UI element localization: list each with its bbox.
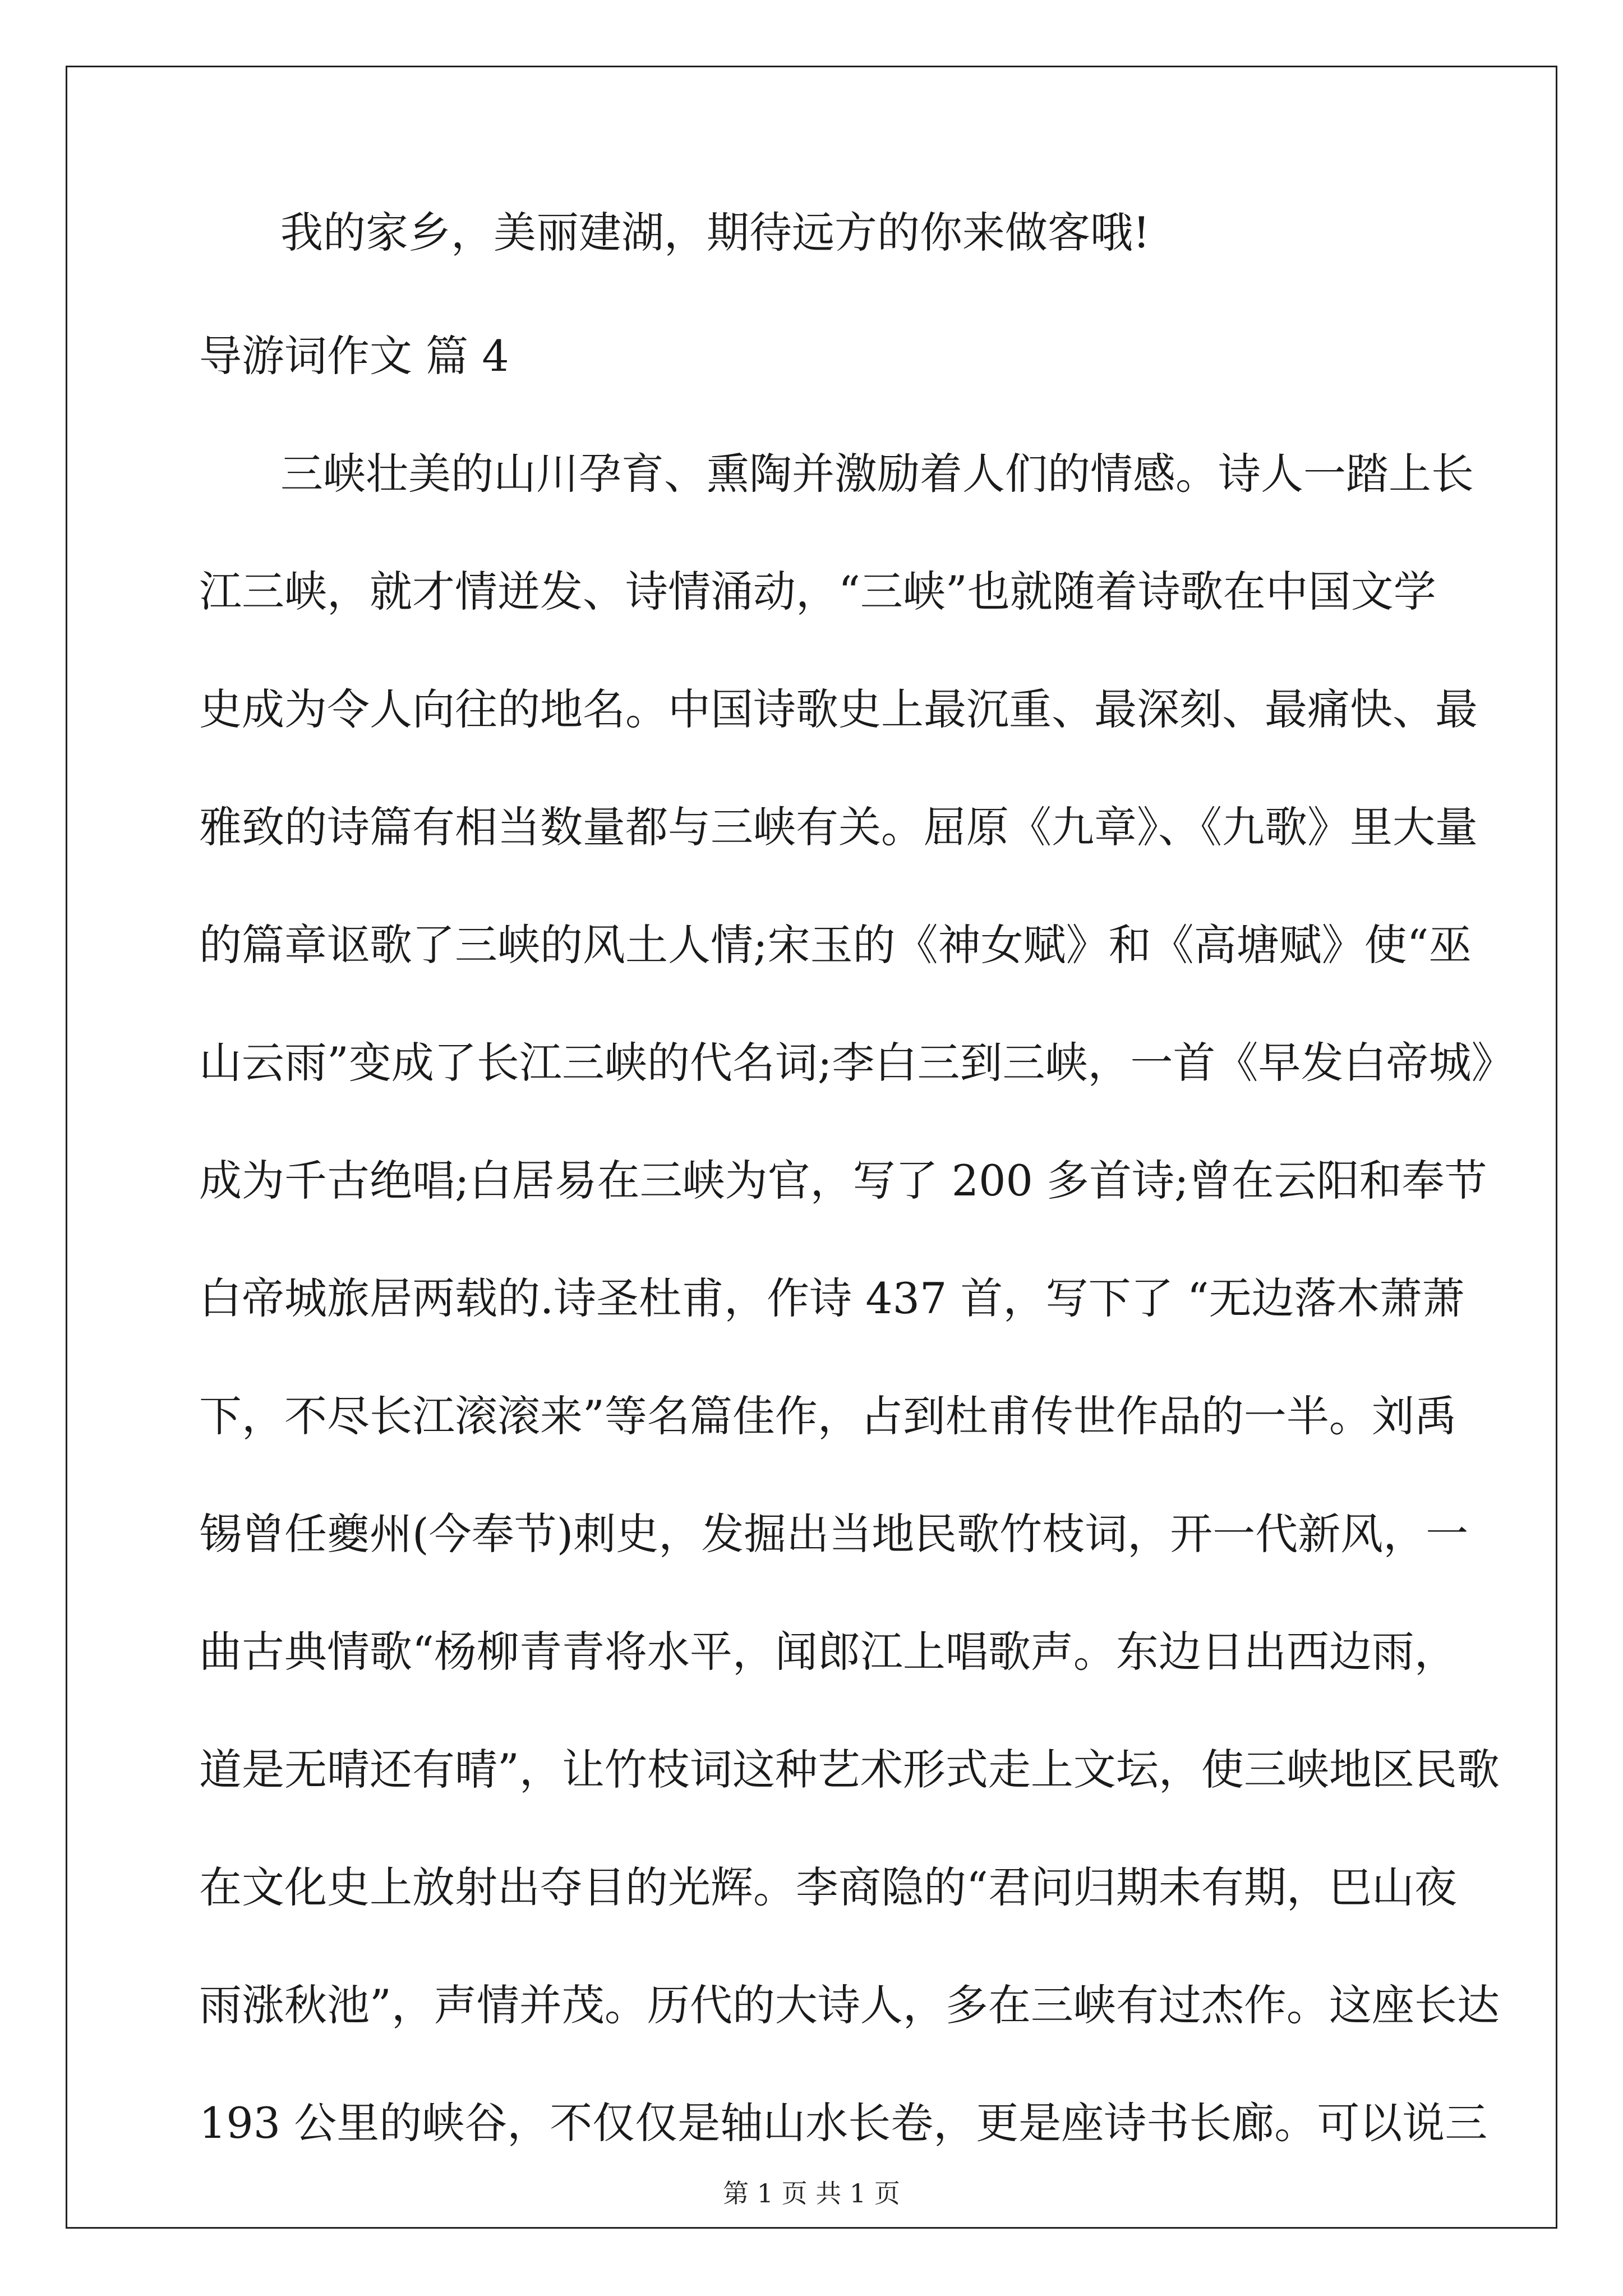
closing-line: 我的家乡，美丽建湖，期待远方的你来做客哦!	[280, 208, 1150, 257]
paragraph-line: 山云雨”变成了长江三峡的代名词;李白三到三峡，一首《早发白帝城》	[199, 1038, 1514, 1088]
paragraph-line: 道是无晴还有晴”，让竹枝词这种艺术形式走上文坛，使三峡地区民歌	[199, 1745, 1500, 1795]
paragraph-line: 三峡壮美的山川孕育、熏陶并激励着人们的情感。诗人一踏上长	[280, 449, 1474, 499]
section-heading: 导游词作文 篇 4	[199, 331, 509, 381]
paragraph-line: 雅致的诗篇有相当数量都与三峡有关。屈原《九章》、《九歌》里大量	[199, 802, 1478, 852]
paragraph-line: 白帝城旅居两载的.诗圣杜甫，作诗 437 首，写下了 “无边落木萧萧	[199, 1273, 1465, 1323]
paragraph-line: 锡曾任夔州(今奉节)刺史，发掘出当地民歌竹枝词，开一代新风，一	[199, 1509, 1469, 1559]
paragraph-line: 雨涨秋池”，声情并茂。历代的大诗人，多在三峡有过杰作。这座长达	[199, 1980, 1500, 2030]
paragraph-line: 江三峡，就才情迸发、诗情涌动，“三峡”也就随着诗歌在中国文学	[199, 567, 1436, 616]
paragraph-line: 成为千古绝唱;白居易在三峡为官，写了 200 多首诗;曾在云阳和奉节	[199, 1156, 1487, 1205]
paragraph-line: 193 公里的峡谷，不仅仅是轴山水长卷，更是座诗书长廊。可以说三	[199, 2098, 1488, 2148]
paragraph-line: 在文化史上放射出夺目的光辉。李商隐的“君问归期未有期，巴山夜	[199, 1862, 1457, 1912]
paragraph-line: 史成为令人向往的地名。中国诗歌史上最沉重、最深刻、最痛快、最	[199, 684, 1478, 734]
paragraph-line: 的篇章讴歌了三峡的风土人情;宋玉的《神女赋》和《高塘赋》使“巫	[199, 920, 1472, 970]
paragraph-line: 下，不尽长江滚滚来”等名篇佳作，占到杜甫传世作品的一半。刘禹	[199, 1391, 1457, 1441]
paragraph-line: 曲古典情歌“杨柳青青将水平，闻郎江上唱歌声。东边日出西边雨，	[199, 1627, 1457, 1677]
page-number-footer: 第 1 页 共 1 页	[723, 2178, 900, 2208]
